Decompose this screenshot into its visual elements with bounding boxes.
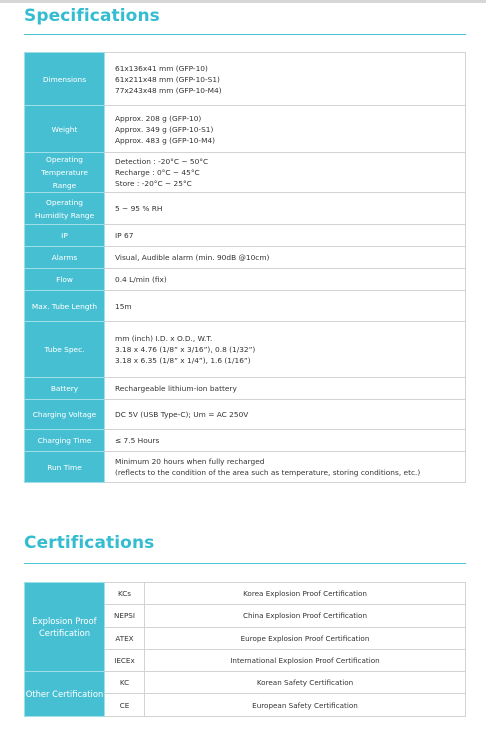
spec-row: [25, 247, 466, 269]
spec-value-line: Detection : -20°C ~ 50°C: [115, 157, 209, 166]
spec-value-line: ≤ 7.5 Hours: [115, 436, 160, 445]
spec-label: IP: [25, 225, 105, 247]
spec-value-line: 77x243x48 mm (GFP-10-M4): [115, 85, 222, 95]
cert-code: KCs: [105, 583, 145, 605]
spec-row: [25, 225, 466, 247]
spec-value-line: Approx. 208 g (GFP-10): [115, 113, 202, 123]
spec-row: [25, 153, 466, 193]
spec-value-line: 15m: [115, 301, 132, 311]
top-divider: [0, 0, 486, 3]
cert-name: Korea Explosion Proof Certification: [145, 583, 466, 605]
cert-row: [25, 672, 466, 694]
spec-label: Flow: [25, 269, 105, 291]
cert-name: Korean Safety Certification: [145, 672, 466, 694]
spec-value-line: Store : -20°C ~ 25°C: [115, 179, 192, 188]
spec-value-line: Approx. 349 g (GFP-10-S1): [115, 124, 214, 134]
spec-value-line: 5 ~ 95 % RH: [115, 204, 163, 213]
spec-row: [25, 291, 466, 322]
spec-value-line: (reflects to the condition of the area such as temperature, storing conditions, etc.): [115, 468, 421, 477]
spec-value: [105, 193, 466, 225]
spec-label: Max. Tube Length: [25, 291, 105, 322]
spec-row: [25, 400, 466, 430]
specifications-table: [24, 52, 466, 483]
spec-value: [105, 225, 466, 247]
spec-value: [105, 291, 466, 322]
spec-value: [105, 378, 466, 400]
spec-label: Run Time: [25, 452, 105, 483]
cert-group-label: Explosion Proof Certification: [25, 583, 105, 672]
spec-row: [25, 430, 466, 452]
cert-code: NEPSI: [105, 605, 145, 627]
spec-value-line: 3.18 x 6.35 (1/8” x 1/4”), 1.6 (1/16”): [115, 356, 251, 365]
spec-row: [25, 106, 466, 153]
cert-name: Europe Explosion Proof Certification: [145, 627, 466, 649]
spec-value: [105, 269, 466, 291]
spec-row: [25, 322, 466, 378]
spec-label: Tube Spec.: [25, 322, 105, 378]
spec-value-line: IP 67: [115, 231, 134, 240]
spec-value-line: Recharge : 0°C ~ 45°C: [115, 168, 200, 177]
spec-row: [25, 378, 466, 400]
cert-row: [25, 583, 466, 605]
specifications-title: Specifications: [24, 6, 160, 26]
spec-label: Charging Voltage: [25, 400, 105, 430]
cert-code: KC: [105, 672, 145, 694]
spec-value: [105, 430, 466, 452]
spec-value: [105, 53, 466, 106]
spec-value-line: mm (inch) I.D. x O.D., W.T.: [115, 334, 213, 343]
spec-value-line: Minimum 20 hours when fully recharged: [115, 457, 265, 466]
spec-value-line: 0.4 L/min (fix): [115, 275, 167, 284]
certifications-rule: [24, 563, 466, 564]
spec-value: [105, 247, 466, 269]
spec-row: [25, 269, 466, 291]
spec-row: [25, 452, 466, 483]
cert-name: European Safety Certification: [145, 694, 466, 716]
spec-value-line: 61x136x41 mm (GFP-10): [115, 63, 208, 73]
spec-value: [105, 400, 466, 430]
cert-group-label: Other Certification: [25, 672, 105, 717]
spec-value: [105, 452, 466, 483]
spec-value-line: 3.18 x 4.76 (1/8” x 3/16”), 0.8 (1/32”): [115, 345, 256, 354]
certifications-title: Certifications: [24, 533, 155, 553]
spec-label: Battery: [25, 378, 105, 400]
spec-label: Weight: [25, 106, 105, 153]
cert-name: China Explosion Proof Certification: [145, 605, 466, 627]
spec-label: Operating Temperature Range: [25, 153, 105, 193]
specifications-rule: [24, 34, 466, 35]
cert-code: CE: [105, 694, 145, 716]
spec-row: [25, 53, 466, 106]
spec-value-line: Approx. 483 g (GFP-10-M4): [115, 135, 216, 145]
spec-label: Operating Humidity Range: [25, 193, 105, 225]
cert-name: International Explosion Proof Certification: [145, 649, 466, 671]
spec-value-line: Rechargeable lithium-ion battery: [115, 384, 237, 393]
spec-value-line: Visual, Audible alarm (min. 90dB @10cm): [115, 253, 270, 262]
certifications-table: [24, 582, 466, 717]
cert-code: ATEX: [105, 627, 145, 649]
spec-label: Charging Time: [25, 430, 105, 452]
spec-value-line: DC 5V (USB Type-C); Um = AC 250V: [115, 410, 249, 419]
spec-value: [105, 322, 466, 378]
spec-value: [105, 106, 466, 153]
spec-label: Dimensions: [25, 53, 105, 106]
spec-value-line: 61x211x48 mm (GFP-10-S1): [115, 74, 220, 84]
spec-label: Alarms: [25, 247, 105, 269]
spec-value: [105, 153, 466, 193]
cert-code: IECEx: [105, 649, 145, 671]
spec-row: [25, 193, 466, 225]
